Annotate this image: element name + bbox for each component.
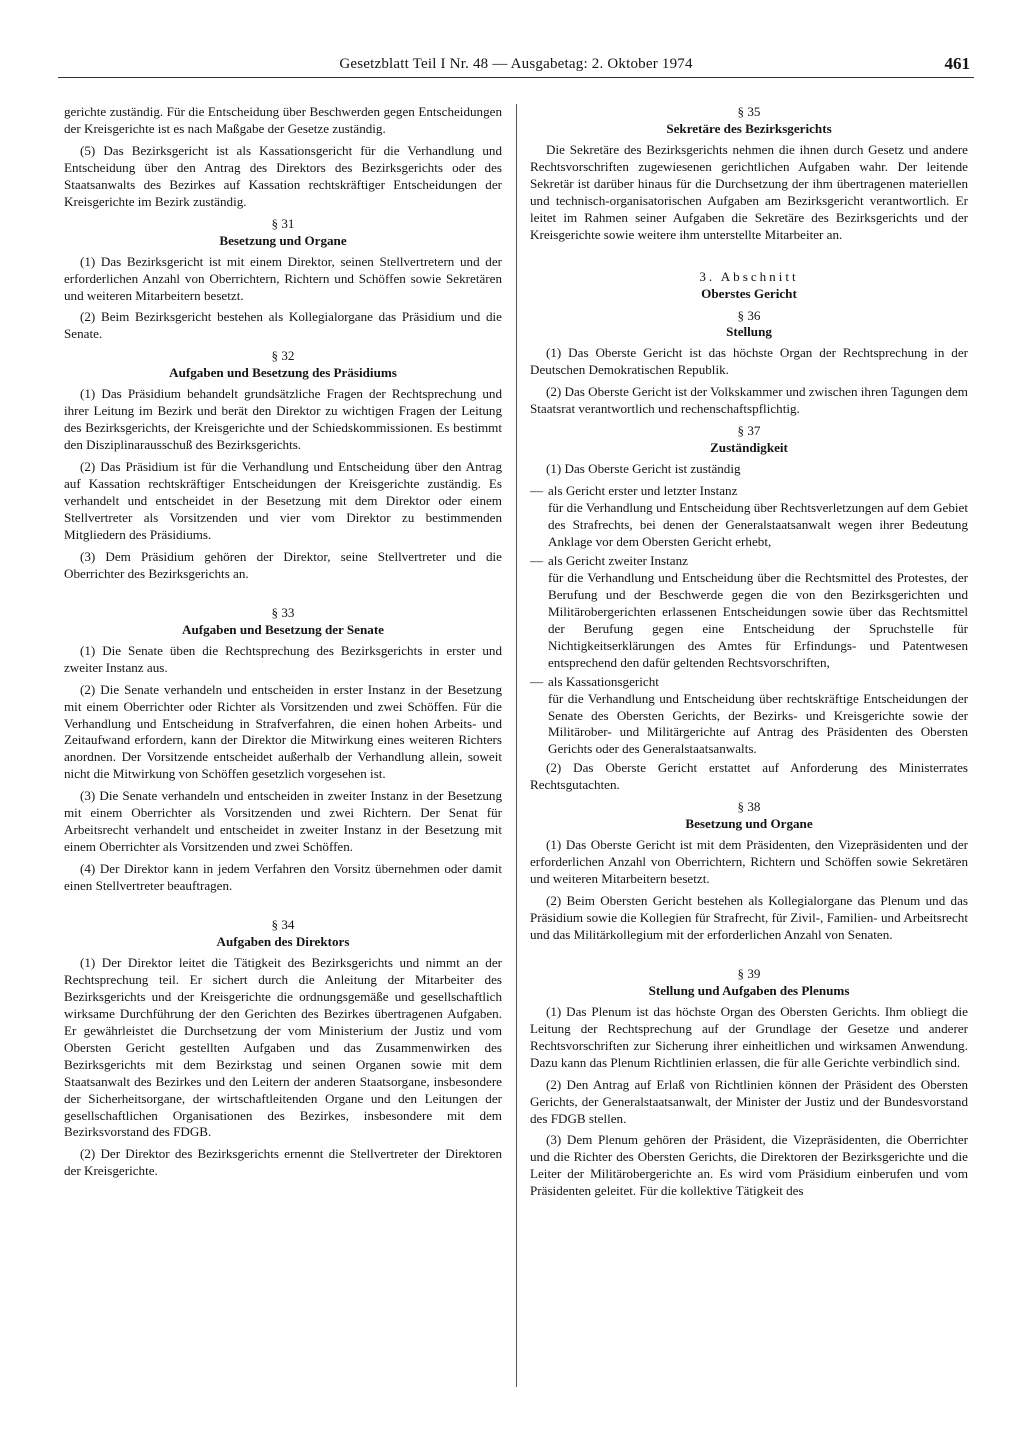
section-31-number: § 31: [271, 215, 295, 231]
section-31-paragraph-1: (1) Das Bezirksgericht ist mit einem Direktor, seinen Stellvertretern und der erforderlichen Anzahl von Oberrichtern, Richtern und Schöffen sowie Sekretären und weiteren Mitarbeitern besetzt.: [64, 253, 502, 303]
section-32-number: § 32: [271, 348, 295, 364]
section-32-paragraph-3: (3) Dem Präsidium gehören der Direktor, seine Stellvertreter und die Oberrichter des Bezirksgerichts an.: [64, 548, 502, 581]
section-36-title: Stellung: [726, 324, 772, 340]
section-32-paragraph-2: (2) Das Präsidium ist für die Verhandlung und Entscheidung über den Antrag auf Kassation rechtskräftiger Entscheidungen der Kreisgerichte zuständig. Es verhandelt und entscheidet in der Besetzung mit dem Direktor oder einem Stellvertreter als Vorsitzenden und vier vom Direktor zu bestimmenden Mitgliedern des Präsidiums.: [64, 459, 502, 542]
page-header: [58, 56, 974, 78]
list-item-text: für die Verhandlung und Entscheidung über die Rechtsmittel des Protestes, der Berufung und der Beschwerde gegen die von den Bezirksgerichten und Militärobergerichten erlassenen Entscheidungen sowie über das Rechtsmittel der Berufung gegen eine Entscheidung der Spruchstelle für Nichtigkeitserklärungen des Amtes für Erfindungs- und Patentwesen entsprechend den dafür geltenden Rechtsvorschriften,: [548, 569, 968, 670]
section-37-list-item-1: [530, 483, 968, 551]
section-39-number: § 39: [737, 965, 761, 981]
spacer: [64, 900, 502, 912]
section-36-paragraph-1: (1) Das Oberste Gericht ist das höchste Organ der Rechtsprechung in der Deutschen Demokratischen Republik.: [530, 345, 968, 378]
list-item-lead: als Kassationsgericht: [548, 673, 659, 689]
section-35-number: § 35: [737, 104, 761, 119]
right-column: [530, 104, 968, 1205]
section-38-title: Besetzung und Organe: [685, 816, 813, 832]
section-38-number: § 38: [737, 799, 761, 815]
header-title: Gesetzblatt Teil I Nr. 48 — Ausgabetag: 2. Oktober 1974: [339, 56, 693, 72]
section-37-number: § 37: [737, 423, 761, 439]
section-33-paragraph-4: (4) Der Direktor kann in jedem Verfahren den Vorsitz übernehmen oder damit einen Stellvertreter beauftragen.: [64, 861, 502, 894]
section-37-list-item-2: [530, 553, 968, 672]
section-38-paragraph-1: (1) Das Oberste Gericht ist mit dem Präsidenten, den Vizepräsidenten und der erforderlichen Anzahl von Oberrichtern, Richtern und Schöffen sowie Sekretären und weiteren Mitarbeitern besetzt.: [530, 837, 968, 887]
section-34-number: § 34: [271, 917, 295, 933]
section-32-title: Aufgaben und Besetzung des Präsidiums: [169, 365, 397, 381]
list-item-text: für die Verhandlung und Entscheidung über rechtskräftige Entscheidungen der Senate des Obersten Gerichts, der Bezirks- und Kreisgerichte sowie der Militärober- und Militärgerichte auf Antrag des Präsidenten des Obersten Gerichts oder des Generalstaatsanwalts.: [548, 690, 968, 757]
section-34-paragraph-1: (1) Der Direktor leitet die Tätigkeit des Bezirksgerichts und nimmt an der Rechtsprechung teil. Er sichert durch die Anleitung der Mitarbeiter des Bezirksgerichts und der Kreisgerichte die ordnungsgemäße und gesellschaftlich wirksame Durchführung der den Gerichten des Bezirkes übertragenen Aufgaben. Er gewährleistet die Durchsetzung der vom Ministerium der Justiz und vom Obersten Gericht gestellten Aufgaben und das Zusammenwirken des Bezirksgerichts mit dem Bezirkstag und seinen Organen sowie mit dem Staatsanwalt des Bezirkes und den Leitern der anderen Staatsorgane, insbesondere der Sicherheitsorgane, der wirtschaftleitenden Organe und den Leitungen der gesellschaftlichen Organisationen des Bezirkes, insbesondere mit dem Bezirksvorstand des FDGB.: [64, 954, 502, 1140]
dash-marker: —: [530, 552, 544, 568]
list-item-lead: als Gericht zweiter Instanz: [548, 552, 688, 568]
left-column: [64, 104, 502, 1185]
page-number: 461: [944, 54, 970, 73]
section-31-paragraph-2: (2) Beim Bezirksgericht bestehen als Kollegialorgane das Präsidium und die Senate.: [64, 309, 502, 342]
section-36-paragraph-2: (2) Das Oberste Gericht ist der Volkskammer und zwischen ihren Tagungen dem Staatsrat verantwortlich und rechenschaftspflichtig.: [530, 384, 968, 417]
section-33-title: Aufgaben und Besetzung der Senate: [181, 621, 384, 637]
chapter-title: Oberstes Gericht: [701, 285, 797, 301]
section-33-paragraph-1: (1) Die Senate üben die Rechtsprechung des Bezirksgerichts in erster und zweiter Instanz aus.: [64, 642, 502, 675]
section-37-title: Zuständigkeit: [710, 440, 788, 456]
paragraph-5: (5) Das Bezirksgericht ist als Kassationsgericht für die Verhandlung und Entscheidung über den Antrag des Direktors des Bezirksgerichts oder des Staatsanwalts des Bezirkes auf Kassation rechtskräftiger Entscheidungen der Kreisgerichte im Bezirk zuständig.: [64, 142, 502, 209]
section-37-paragraph-1: (1) Das Oberste Gericht ist zuständig: [546, 461, 741, 477]
section-39-paragraph-3: (3) Dem Plenum gehören der Präsident, die Vizepräsidenten, die Oberrichter und die Richter des Obersten Gerichts, die Direktoren der Bezirksgerichte und die Leiter der Militärobergerichte an. Es wird vom Präsidium einberufen und vom Präsidenten geleitet. Für die kollektive Tätigkeit des: [530, 1132, 968, 1199]
list-item-lead: als Gericht erster und letzter Instanz: [548, 483, 738, 499]
column-divider: [516, 104, 517, 1387]
section-33-paragraph-2: (2) Die Senate verhandeln und entscheiden in erster Instanz in der Besetzung mit einem Oberrichter oder Richter als Vorsitzenden und zwei Schöffen. Für die Verhandlung und Entscheidung in Strafverfahren, die einen hohen Arbeits- und Zeitaufwand erfordern, kann der Direktor die Mitwirkung eines weiteren Richters anordnen. Der Vorsitzende entscheidet außerhalb der Verhandlung allein, soweit nicht die Mitwirkung von Schöffen gesetzlich vorgesehen ist.: [64, 681, 502, 782]
section-35-title: Sekretäre des Bezirksgerichts: [666, 120, 832, 136]
section-34-paragraph-2: (2) Der Direktor des Bezirksgerichts ernennt die Stellvertreter der Direktoren der Kreisgerichte.: [64, 1146, 502, 1179]
list-item-text: für die Verhandlung und Entscheidung über Rechtsverletzungen auf dem Gebiet des Strafrechts, bei denen der Generalstaatsanwalt wegen ihrer Bedeutung Anklage vor dem Obersten Gericht erhebt,: [548, 500, 968, 549]
section-36-number: § 36: [737, 307, 761, 323]
paragraph-continued: gerichte zuständig. Für die Entscheidung über Beschwerden gegen Entscheidungen der Kreisgerichte ist es nach Maßgabe der Gesetze zuständig.: [64, 104, 502, 136]
section-39-title: Stellung und Aufgaben des Plenums: [648, 982, 850, 998]
dash-marker: —: [530, 673, 544, 689]
section-33-paragraph-3: (3) Die Senate verhandeln und entscheiden in zweiter Instanz in der Besetzung mit einem Oberrichter als Vorsitzenden und zwei Richtern. Der Senat für Arbeitsrecht verhandelt und entscheidet in zweiter Instanz in der Besetzung mit einem Oberrichter als Vorsitzenden und zwei Schöffen.: [64, 788, 502, 855]
section-39-paragraph-1: (1) Das Plenum ist das höchste Organ des Obersten Gerichts. Ihm obliegt die Leitung der Rechtsprechung auf der Grundlage der Gesetze und anderer Rechtsvorschriften zur Sicherung ihrer einheitlichen und wirksamen Anwendung. Dazu kann das Plenum Richtlinien erlassen, die für alle Gerichte verbindlich sind.: [530, 1003, 968, 1070]
spacer: [530, 249, 968, 261]
section-37-paragraph-2: (2) Das Oberste Gericht erstattet auf Anforderung des Ministerrates Rechtsgutachten.: [530, 760, 968, 793]
chapter-label: 3. Abschnitt: [699, 268, 799, 284]
section-31-title: Besetzung und Organe: [219, 232, 347, 248]
section-33-number: § 33: [271, 604, 295, 620]
section-39-paragraph-2: (2) Den Antrag auf Erlaß von Richtlinien können der Präsident des Obersten Gerichts, der Generalstaatsanwalt, der Minister der Justiz und der Bundesvorstand des FDGB stellen.: [530, 1076, 968, 1126]
section-38-paragraph-2: (2) Beim Obersten Gericht bestehen als Kollegialorgane das Plenum und das Präsidium sowie die Kollegien für Strafrecht, für Zivil-, Familien- und Arbeitsrecht und das Militärkollegium mit der erforderlichen Anzahl von Senaten.: [530, 893, 968, 942]
dash-marker: —: [530, 483, 544, 499]
spacer: [64, 588, 502, 600]
section-34-title: Aufgaben des Direktors: [216, 933, 350, 949]
spacer: [530, 949, 968, 961]
section-37-list-item-3: [530, 674, 968, 759]
section-32-paragraph-1: (1) Das Präsidium behandelt grundsätzliche Fragen der Rechtsprechung und ihrer Leitung im Bezirk und berät den Direktor zu wichtigen Fragen der Leitung des Bezirksgerichts, der Kreisgerichte und der Schiedskommissionen. Es bestimmt den Disziplinarausschuß des Bezirksgerichts.: [64, 386, 502, 453]
section-35-paragraph-1: Die Sekretäre des Bezirksgerichts nehmen die ihnen durch Gesetz und andere Rechtsvorschriften zugewiesenen gerichtlichen Aufgaben wahr. Der leitende Sekretär ist darüber hinaus für die Durchsetzung der ihm übertragenen materiellen und technisch-organisatorischen Aufgaben am Bezirksgericht verantwortlich. Er leitet im Rahmen seiner Aufgaben die Sekretäre des Bezirksgerichts und der Kreisgerichte sowie weitere ihm unterstellte Mitarbeiter an.: [530, 141, 968, 242]
